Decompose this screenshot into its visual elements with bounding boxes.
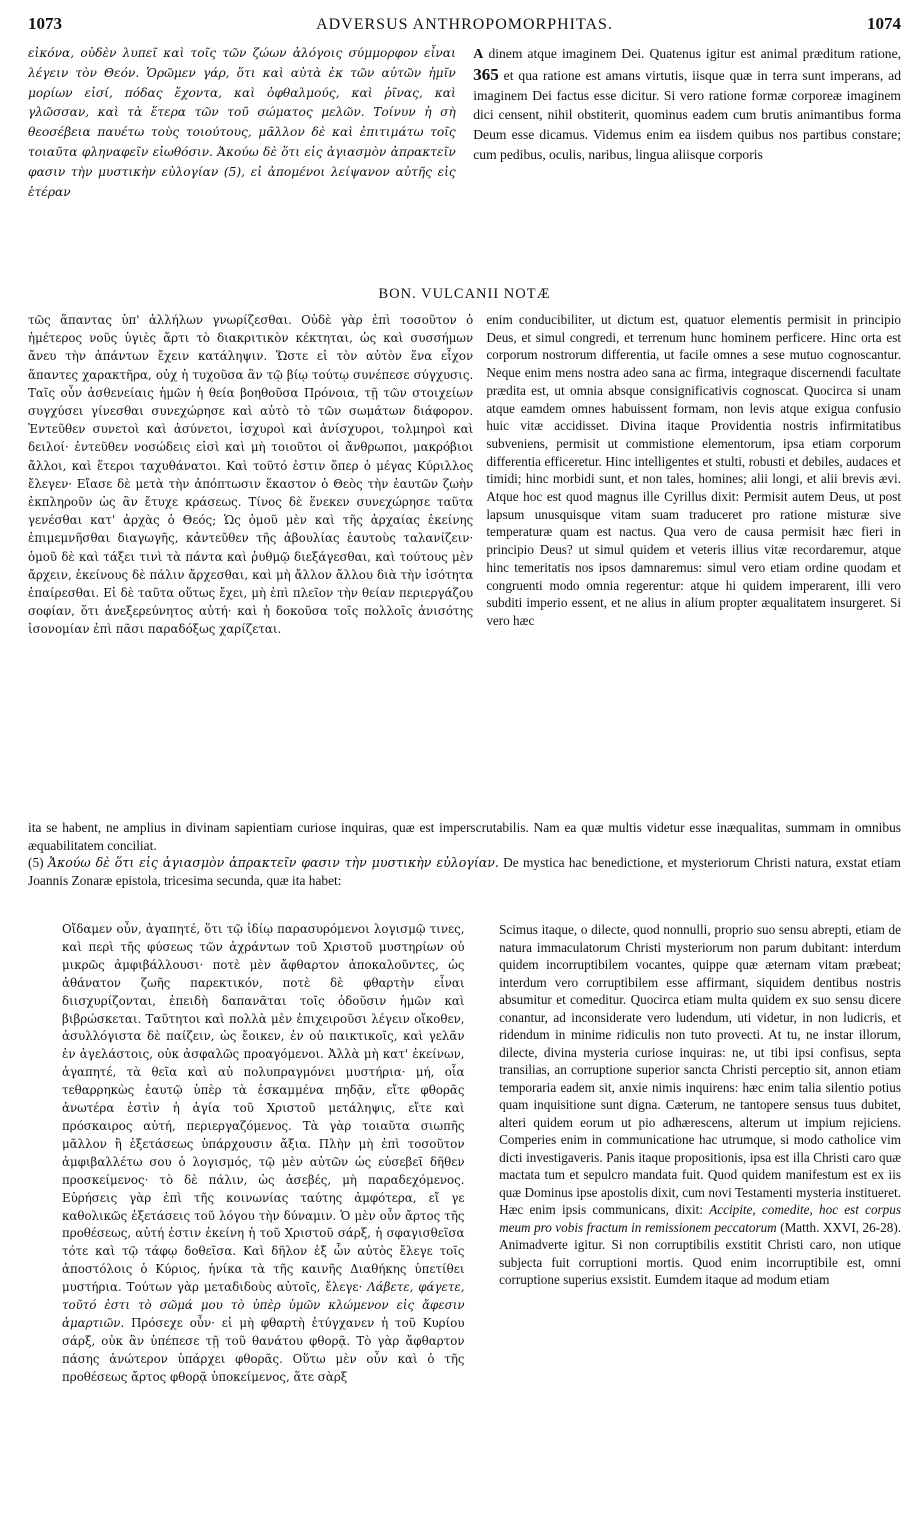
epistle-latin-column — [495, 921, 901, 1421]
notes-greek-text: τῶς ἅπαντας ὑπ' ἀλλήλων γνωρίζεσθαι. Οὐδὲ γὰρ ἐπὶ τοσοῦτον ὁ ἡμέτερος νοῦς ὑγιὲς ἄρτι τὸ διακριτικὸν κέκτηται, ὡς καὶ συσσήμων ἄνευ τὴν ἁπάντων ἔχειν κατάληψιν. Ὥστε εἰ τὸν αὐτὸν ἕνα εἶχον ἅπαντες χαρακτῆρα, οὐχ ἡ τυχοῦσα ἂν τῷ βίῳ τούτῳ συνέπεσε σύγχυσις. Ταῖς οὖν ἀσθενείαις ἡμῶν ἡ θεία βοηθοῦσα Πρόνοια, τῇ τῶν στοιχείων συγχύσει γίνεσθαι συνεχώρησε καὶ αὐτὸ τὸ τῶν σωμάτων διάφορον. Ἐντεῦθεν συνετοὶ καὶ ἀσύνετοι, ἰσχυροὶ καὶ ἀνίσχυροι, τολμηροὶ καὶ δειλοί· ἐντεῦθεν νοσώδεις εἰσὶ καὶ μὴ τοιοῦτοι οἱ ἄνθρωποι, μακρόβιοι ἄλλοι, καὶ ἕτεροι ταχυθάνατοι. Καὶ τοῦτό ἐστιν ὅπερ ὁ μέγας Κύριλλος ἔλεγεν· Εἴασε δὲ μετὰ τὴν ἀπόπτωσιν ἕκαστον ὁ Θεὸς τὴν ἑαυτῶν ζωὴν ἐκπληροῦν ὡς ἂν ἔτυχε κράσεως. Τίνος δὲ ἕνεκεν συνεχώρησε ταῦτα γενέσθαι κατ' ἀρχὰς ὁ Θεός; Ὡς ὁμοῦ μὲν καὶ τῆς ἀρχαίας ἐκείνης ἐπιμεμνῆσθαι διαγωγῆς, κἀντεῦθεν τῆς ἀβουλίας ἑαυτοὺς ταλανίζειν· ὁμοῦ δὲ καὶ τάξει τινὶ τὰ πάντα καὶ ῥυθμῷ διεξάγεσθαι, καὶ τούτους μὲν ἄρχειν, ἐκείνους δὲ πάλιν ἄρχεσθαι, καὶ μὴ ἄλλον ἄλλου διὰ τὴν ἰσότητα ἐπαίρεσθαι. Εἰ δὲ ταῦτα οὕτως ἔχει, μὴ ἐπὶ πλεῖον τὴν θείαν περιεργάζου σοφίαν, ὅτι ἀνεξερεύνητος αὐτή· καὶ ἡ δοκοῦσα τοῖς πολλοῖς ἀνισότης ἰσονομίαν ἐπὶ πᾶσι παραδόξως χαρίζεται. — [28, 313, 474, 637]
note-greek-quote: Ἀκούω δὲ ὅτι εἰς ἁγιασμὸν ἀπρακτεῖν φασιν τὴν μυστικὴν εὐλογίαν. — [47, 855, 499, 871]
top-latin-column — [473, 44, 901, 280]
top-latin-text-end: et qua ratione est amans virtutis, iisque quæ in terra sunt imperans, ad imaginem Dei factus esse dicitur. Si vero ratione formæ corporeæ imaginem dici censent, nihil obstiterit, quominus eadem cum brutis animantibus forma Deum esse dicamus. Videmus enim ea iisdem quibus nos partibus constare; cum pedibus, oculis, naribus, lingua aliisque corporis — [473, 67, 901, 162]
epistle-greek-quote: Λάβετε, φάγετε, τοῦτό ἐστι τὸ σῶμά μου τὸ ὑπὲρ ὑμῶν κλώμενον εἰς ἄφεσιν ἁμαρτιῶν. — [62, 1280, 465, 1330]
epistle-latin-reference: (Matth. XXVI, 26-28). — [780, 1219, 901, 1235]
epistle-columns — [28, 921, 901, 1421]
section-marker: A — [473, 47, 484, 62]
top-greek-column — [28, 44, 456, 280]
top-text-columns — [28, 44, 901, 280]
notes-latin-text: enim conducibiliter, ut dictum est, quatuor elementis permisit in principio Deus, et simul congredi, et terrenum hunc hominem perficere. Hinc orta est corporum nostrorum differentia, ut facile omnes a sese mutuo cognoscantur. Neque enim mens nostra adeo sana ac firma, integraque discernendi facultate prædita est, ut omnia absque consignificativis cognoscat. Quocirca si unam atque eamdem omnes habuissent formam, non levis atque exigua confusio huic vitæ accidisset. Divina itaque Providentia nostris infirmitatibus subveniens, permisit ut commistione elementorum, ipsa etiam corporum differentia efficeretur. Hinc intelligentes et stulti, robusti et debiles, audaces et timidi; hinc morbidi sunt, et non tales, homines; alii longi, et alii brevis ævi. Atque hoc est quod magnus ille Cyrillus dixit: Permisit autem Deus, ut post lapsum unusquisque vitam suam traduceret pro ratione misturæ sive temperaturæ quam est nactus. Qua vero de causa permisit hæc fieri in principio Deus? ut simul quidem et veteris illius vitæ recordaremur, atque hinc temeritatis nos ipsos damnaremus: simul vero etiam ordine quodam et congruenti modo omnia regerentur: atque hi quidem imperarent, illi vero subditi imperio essent, et ne alius in alium propter æqualitatem insurgeret. Si vero hæc — [486, 312, 901, 628]
note-continuation: ita se habent, ne amplius in divinam sapientiam curiose inquiras, quæ est imperscrutabilis. Nam ea quæ multis videtur esse inæqualitas, summam in omnibus æquabilitatem conciliat. — [28, 820, 901, 853]
epistle-latin-text-start: Scimus itaque, o dilecte, quod nonnulli, proprio suo sensu abrepti, etiam de natura immaculatorum Christi mysteriorum non parum dubitant: interdum quidem incorruptibilem vocantes, quippe quæ æternam vitam præbeat; interdum vero corruptibilem esse affirmant, siquidem dentibus nostris absumitur et comeditur. Quocirca etiam multa quidem ex suo sensu dicere conantur, ad inconsiderate vero ludendum, uti videtur, in non ludicris, et ridendum in minime ridiculis non tuto provecti. At tu, ne instar illorum, dilecte, divina mysteria curiose inquiras: ne, ut tibi ipsi confisus, septa transilias, an corruptione superior sancta Christi perceptio sit, annon etiam temporaria eadem sit, anxie nimis inquirens: hæc enim talia silentio potius quam inquisitione sunt digna. Cæterum, ne tantopere sensus tuus dubitet, alteri quidem eorum ut pio adhærescens, alterum ut impium rejiciens. Comperies enim in communicatione hac utrumque, si modo catholice vim dicti investigaveris. Panis itaque propositionis, ipsa est illa Christi caro quæ mactata tum et sepulcro mandata fuit. Quod quidem manifestum est ex iis quæ Dominus ipse apostolis dixit, cum novi Testamenti mysteria institueret. Hæc enim ipsis communicans, dixit: — [499, 922, 901, 1217]
top-latin-text-start: dinem atque imaginem Dei. Quatenus igitur est animal præditum ratione, — [488, 46, 901, 61]
running-title: ADVERSUS ANTHROPOMORPHITAS. — [316, 16, 613, 33]
notes-columns — [28, 311, 901, 815]
column-number: 365 — [473, 64, 499, 84]
epistle-latin-text-end: Animadverte igitur. Si non corruptibilis exstitit Christi caro, non utique subjecta fuit corruptioni mortis. Quod enim incorruptibile est, omni corruptione superius exsistit. Eumdem itaque ad modum etiam — [499, 1237, 901, 1287]
epistle-greek-text-start: Οἴδαμεν οὖν, ἀγαπητέ, ὅτι τῷ ἰδίῳ παρασυρόμενοι λογισμῷ τινες, καὶ περὶ τῆς φύσεως τῶν ἀχράντων τοῦ Χριστοῦ μυστηρίων οὐ μικρῶς ἀμφιβάλλουσι· ποτὲ μὲν ἄφθαρτον ἀποκαλοῦντες, ὡς ἀθάνατον ζωῆς παρεκτικόν, ποτὲ δὲ φθαρτὴν εἶναι διισχυρίζονται, ἐπειδὴ δαπανᾶται τοῖς ὀδοῦσιν ἡμῶν καὶ βιβρώσκεται. Ταῦτητοι καὶ πολλὰ μὲν ἐπιχειροῦσι λέγειν οἴκοθεν, ἀσυλλόγιστα δὲ παίζειν, ὡς ἔοικεν, ἐν οὐ παικτικοῖς, καὶ γελᾶν ἐν ἀγελάστοις, οὐκ ἀσφαλῶς προαγόμενοι. Ἀλλὰ μὴ κατ' ἐκείνων, ἀγαπητέ, τὰ θεῖα καὶ αὐ πολυπραγμόνει μυστήρια· μή, οἷα τεθαρρηκὼς ἑαυτῷ ὑπὲρ τὰ ἐσκαμμένα πηδᾷν, εἴτε φθορᾶς ἀνωτέρα ἐστὶν ἡ ἁγία τοῦ Χριστοῦ μετάληψις, εἴτε καὶ πρόσκαιρος αὐτή, περιεργαζόμενος. Τὰ γὰρ τοιαῦτα σιωπῆς μᾶλλον ἢ ἐξετάσεως ὑπάρχουσιν ἄξια. Πλὴν μὴ ἐπὶ τοσοῦτον ἀμφιβαλλέτω σου ὁ λογισμός, τῷ μὲν αὐτῶν ὡς εὐσεβεῖ δῆθεν προσκείμενος· τὸ δὲ πάλιν, ὡς ἀσεβές, μὴ παραδεχόμενος. Εὑρήσεις γὰρ ἐπὶ τῆς κοινωνίας ταύτης ἀμφότερα, εἴ γε καθολικῶς ἐξετάσεις τοῦ λόγου τὴν δύναμιν. Ὁ μὲν οὖν ἄρτος τῆς προθέσεως, αὐτή ἐστιν ἐκείνη ἡ τοῦ Χριστοῦ σάρξ, ἡ σφαγισθεῖσα τότε καὶ τῷ τάφῳ δοθεῖσα. Καὶ δῆλον ἐξ ὧν αὐτὸς ἔλεγε τοῖς ἀποστόλοις ὁ Κύριος, ἡνίκα τὰ τῆς καινῆς Διαθήκης ὑπετίθει μυστήρια. Τούτων γὰρ μεταδιδοὺς αὐτοῖς, ἔλεγε· — [62, 922, 465, 1295]
epistle-greek-column — [28, 921, 465, 1421]
page-number-right: 1074 — [867, 14, 901, 33]
epistle-greek-text-end: Πρόσεχε οὖν· εἰ μὴ φθαρτὴ ἐτύγχανεν ἡ τοῦ Κυρίου σάρξ, οὐκ ἂν ὑπέπεσε τῇ τοῦ θανάτου φθορᾷ. Τὸ γὰρ ἄφθαρτον πάσης ἀνώτερον ὑπάρχει φθορᾶς. Οὕτω μὲν οὖν καὶ ὁ τῆς προθέσεως ἄρτος φθορᾷ ὑποκείμενος, ἅτε σὰρξ — [62, 1315, 465, 1384]
running-header — [28, 14, 901, 44]
top-greek-text: εἰκόνα, οὐδὲν λυπεῖ καὶ τοῖς τῶν ζώων ἀλόγοις σύμμορφον εἶναι λέγειν τὸν Θεόν. Ὁρῶμεν γάρ, ὅτι καὶ αὐτὰ ἐκ τῶν αὐτῶν ἡμῖν μορίων εἰσί, πόδας ἔχοντα, καὶ ὀφθαλμούς, καὶ ῥῖνας, καὶ γλῶσσαν, καὶ τὰ ἕτερα τῶν τοῦ σώματος μελῶν. Τοίνυν ἡ σὴ θεοσέβεια παυέτω τοὺς τοιούτους, μᾶλλον δὲ καὶ ἐπιτιμάτω τοῖς τοιαῦτα φληναφεῖν εἰωθόσιν. Ἀκούω δὲ ὅτι εἰς ἁγιασμὸν ἀπρακτεῖν φασιν τὴν μυστικὴν εὐλογίαν (5), εἰ ἀπομένοι λείψανον αὐτῆς εἰς ἑτέραν — [28, 46, 456, 199]
epistle-latin-quote: Accipite, comedite, hoc est corpus meum pro vobis fractum in remissionem peccatorum — [499, 1202, 901, 1235]
notes-greek-column — [28, 311, 473, 815]
notes-latin-column — [486, 311, 901, 815]
full-width-note — [28, 819, 901, 911]
page-number-left: 1073 — [28, 14, 62, 33]
notes-heading: BON. VULCANII NOTÆ — [378, 286, 551, 302]
note-number: (5) — [28, 855, 44, 871]
note-latin-text: De mystica hac benedictione, et mysteriorum Christi natura, exstat etiam Joannis Zonaræ epistola, tricesima secunda, quæ ita habet: — [28, 855, 901, 888]
